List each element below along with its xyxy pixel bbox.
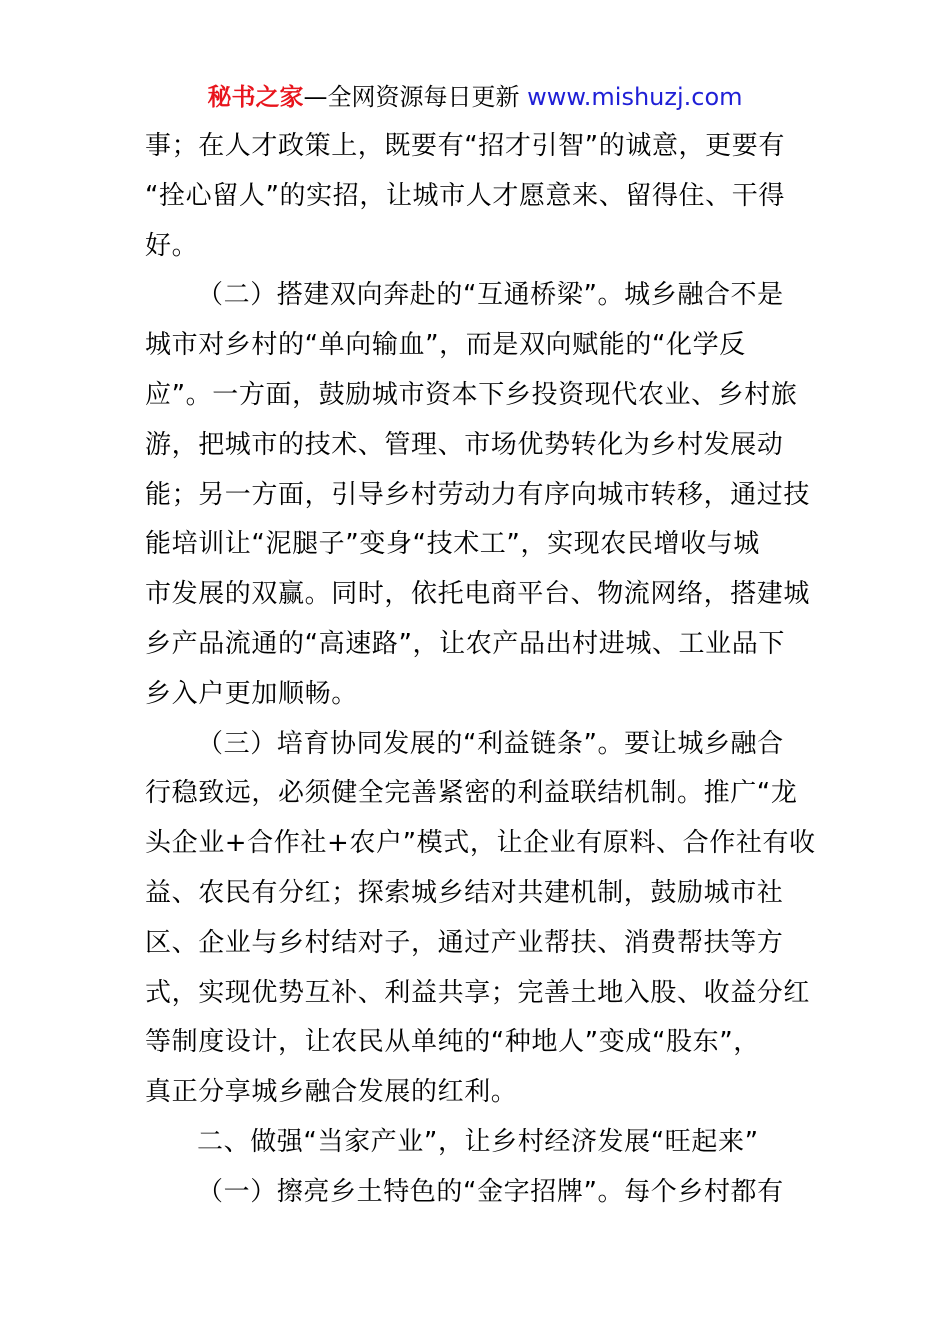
header-tagline: —全网资源每日更新 <box>303 83 528 111</box>
text-line: 能培训让“泥腿子”变身“技术工”，实现农民增收与城 <box>145 529 760 560</box>
text-line: 能；另一方面，引导乡村劳动力有序向城市转移，通过技 <box>145 479 811 510</box>
text-line: 城市对乡村的“单向输血”，而是双向赋能的“化学反 <box>145 330 746 361</box>
text-line: （一）擦亮乡土特色的“金字招牌”。每个乡村都有 <box>197 1176 784 1207</box>
text-line: 行稳致远，必须健全完善紧密的利益联结机制。推广“龙 <box>145 778 798 809</box>
text-line: 游，把城市的技术、管理、市场优势转化为乡村发展动 <box>145 429 784 460</box>
text-line: 式，实现优势互补、利益共享；完善土地入股、收益分红 <box>145 977 811 1008</box>
site-url[interactable]: www.mishuzj.com <box>527 83 743 111</box>
text-line: 应”。一方面，鼓励城市资本下乡投资现代农业、乡村旅 <box>145 379 798 410</box>
text-line: 好。 <box>145 230 199 261</box>
text-line: 等制度设计，让农民从单纯的“种地人”变成“股东”， <box>145 1027 760 1058</box>
text-line: 事；在人才政策上，既要有“招才引智”的诚意，更要有 <box>145 131 785 161</box>
text-line: 二、做强“当家产业”，让乡村经济发展“旺起来” <box>197 1126 759 1157</box>
text-line: 乡产品流通的“高速路”，让农产品出村进城、工业品下 <box>145 628 785 659</box>
text-line: “拴心留人”的实招，让城市人才愿意来、留得住、干得 <box>145 180 785 211</box>
page-header <box>0 80 950 114</box>
text-line: 市发展的双赢。同时，依托电商平台、物流网络，搭建城 <box>145 579 811 610</box>
document-body <box>145 122 816 1218</box>
text-line: 真正分享城乡融合发展的红利。 <box>145 1077 518 1108</box>
text-line: （二）搭建双向奔赴的“互通桥梁”。城乡融合不是 <box>197 280 784 311</box>
text-line: 益、农民有分红；探索城乡结对共建机制，鼓励城市社 <box>145 877 784 908</box>
site-brand-name: 秘书之家 <box>207 83 304 111</box>
text-line: （三）培育协同发展的“利益链条”。要让城乡融合 <box>197 728 784 759</box>
text-line: 乡入户更加顺畅。 <box>145 678 358 709</box>
text-line: 区、企业与乡村结对子，通过产业帮扶、消费帮扶等方 <box>145 927 784 958</box>
text-line: 头企业+合作社+农户”模式，让企业有原料、合作社有收 <box>145 828 816 859</box>
